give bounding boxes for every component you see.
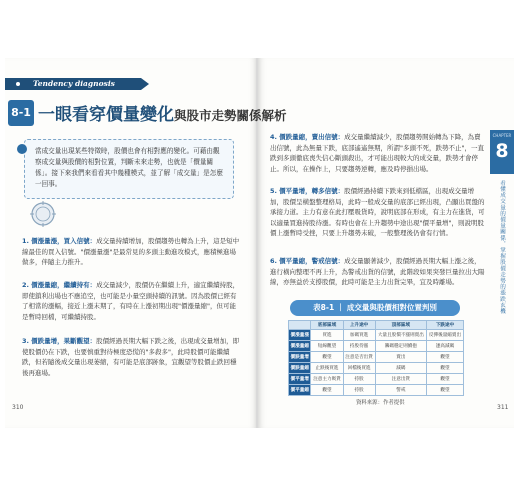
intro-bullet-icon [17,144,27,154]
table-row-header: 價跌量縮 [289,363,311,374]
table-cell: 短線觀望 [311,341,343,352]
table-cell: 加碼買進 [343,330,375,341]
page-number-left: 310 [12,404,24,411]
table-row-header: 價漲量縮 [289,341,311,352]
table-row [289,341,464,352]
table-row [289,385,464,396]
right-item-4: 4. 價跌量縮，賣出信號：成交量繼續減少，股價趨勢開始轉為下降，為賣出信號，此為無量下跌，底部遙遙無期，所謂"多頭不死，跌勢不止"，一直跌到多頭徹底喪失信心斷頭殺出，才可能出現較大的成交量，跌勢才會停止。所以，在操作上，只要趨勢逆轉，應及時停損出場。 [270,133,484,173]
table-cell: 注意是否出貨 [343,352,375,363]
table-cell: 買進 [311,330,343,341]
table-row [289,363,464,374]
table-cell: 持股待漲 [343,341,375,352]
section-title-sub: 與股市走勢關係解析 [174,108,287,123]
table-cell: 觀望 [311,352,343,363]
table-row-header: 價平量增 [289,374,311,385]
table-header-cell: 上升途中 [343,321,375,330]
chapter-side-title: 看懂成交量的價量關係，掌握股價走勢的漲跌玄機 [499,180,505,315]
table-row [289,352,464,363]
coin-illustration-icon [28,199,58,229]
table-cell: 大量且股價不漲則賣出 [375,330,426,341]
tendency-tag-label: Tendency diagnosis [33,79,115,88]
table-cell: 回檔後買進 [343,363,375,374]
table-cell: 持股 [343,385,375,396]
table-cell: 觀望 [427,352,464,363]
table-cell: 減碼 [375,363,426,374]
chapter-tab [490,130,514,174]
section-title [38,100,287,125]
table-header-cell [289,321,311,330]
table-header-row [289,321,464,330]
table-cell: 觀望 [427,385,464,396]
table-cell: 賣出 [375,352,426,363]
table-row-header: 價跌量增 [289,352,311,363]
table-cell: 觀望 [427,363,464,374]
intro-box [24,139,234,199]
price-volume-table [288,320,464,396]
intro-text: 當成交量出現某些特徵時，股價也會有相對應的變化。可藉由觀察成交量與股價的相對位置，判斷未來走勢，也就是「價量關係」。接下來我們來看看其中幾種模式，並了解「成交量」是怎麼一回事。 [35,147,223,188]
chapter-number: 8 [495,140,509,162]
table-source: 資料來源：作者提供 [356,400,405,406]
table-cell: 止跌後買進 [311,363,343,374]
table-row [289,374,464,385]
table-header-cell: 頂部區域 [375,321,426,330]
left-item-3: 3. 價跌量增，果斷觀望：股價經過長期大幅下跌之後，出現成交量增加，即使股價仍在下跌，也要慎重對待極度恐慌的"多殺多"，此時股價可能繼續跌，但若隨後成交量出現萎縮，有可能是底部跡象，宜觀望等股價止跌回穩後再進場。 [22,337,240,377]
table-cell: 逢高減碼 [427,341,464,352]
table-header-cell: 底部區域 [311,321,343,330]
table-header-cell: 下跌途中 [427,321,464,330]
table-row [289,330,464,341]
table-title: 表8-1 ｜ 成交量與股價相對位置判別 [290,300,460,316]
table-cell: 注意出貨 [375,374,426,385]
left-item-1: 1. 價漲量漲，買入信號：成交量持續增加，股價趨勢也轉為上升，這是短中線最佳的買入信號。"價漲量漲"是最常見的多頭主動進攻模式，應積極進場做多，伴隨主力推升。 [22,237,240,267]
table-cell: 籌碼穩定則續抱 [375,341,426,352]
page-number-right: 311 [497,404,509,411]
table-cell: 持股 [343,374,375,385]
table-cell: 反彈後量縮賣出 [427,330,464,341]
table-cell: 觀望 [311,385,343,396]
table-cell: 注意主力吸貨 [311,374,343,385]
tag-dot-icon [16,82,20,86]
table-row-header: 價漲量漲 [289,330,311,341]
tendency-tag-bar [5,78,141,90]
section-title-main: 一眼看穿價量變化 [38,105,174,125]
right-item-5: 5. 價平量增，轉多信號：股價經過持續下跌來到低檔區，出現成交量增加，股價呈橫盤整理格局，此時一般成交量的底部已經出現，凸顯出買盤的承接力道。主力有意在此打壓吸貨時，說明底部在形成，有主力在進貨，可以適量買進持股待漲。有時也會在上升趨勢中途出現"價平量增"，則說明股價上漲暫時受挫，只要上升趨勢未破，一般整理後仍會有行情。 [270,187,485,238]
left-item-2: 2. 價漲量縮，繼續持有：成交量減少，股價仍在繼續上升，適宜繼續持股，即使鎖利出場也不應追空，也可能是小量空頭持續的訊號。因為股價已經有了相當的漲幅，接近上漲末期了，有時在上漲初期出現"價漲量縮"，但可能是暫時回檔，可繼續持股。 [22,281,240,321]
section-number-badge: 8-1 [8,100,34,126]
table-cell: 警戒 [375,385,426,396]
chapter-label: CHAPTER [492,133,512,138]
right-item-6: 6. 價平量縮，警戒信號：成交量顯著減少，股價經過長期大幅上漲之後，進行橫向整理不再上升，為警戒出貨的信號，此階段如果突發巨量拉出大陽線，亦無益於支撐股價，此時可能是主力出貨完畢，宜及時離場。 [270,257,485,287]
table-row-header: 價平量縮 [289,385,311,396]
tag-arrow-icon [141,78,149,90]
table-cell: 觀望 [427,374,464,385]
